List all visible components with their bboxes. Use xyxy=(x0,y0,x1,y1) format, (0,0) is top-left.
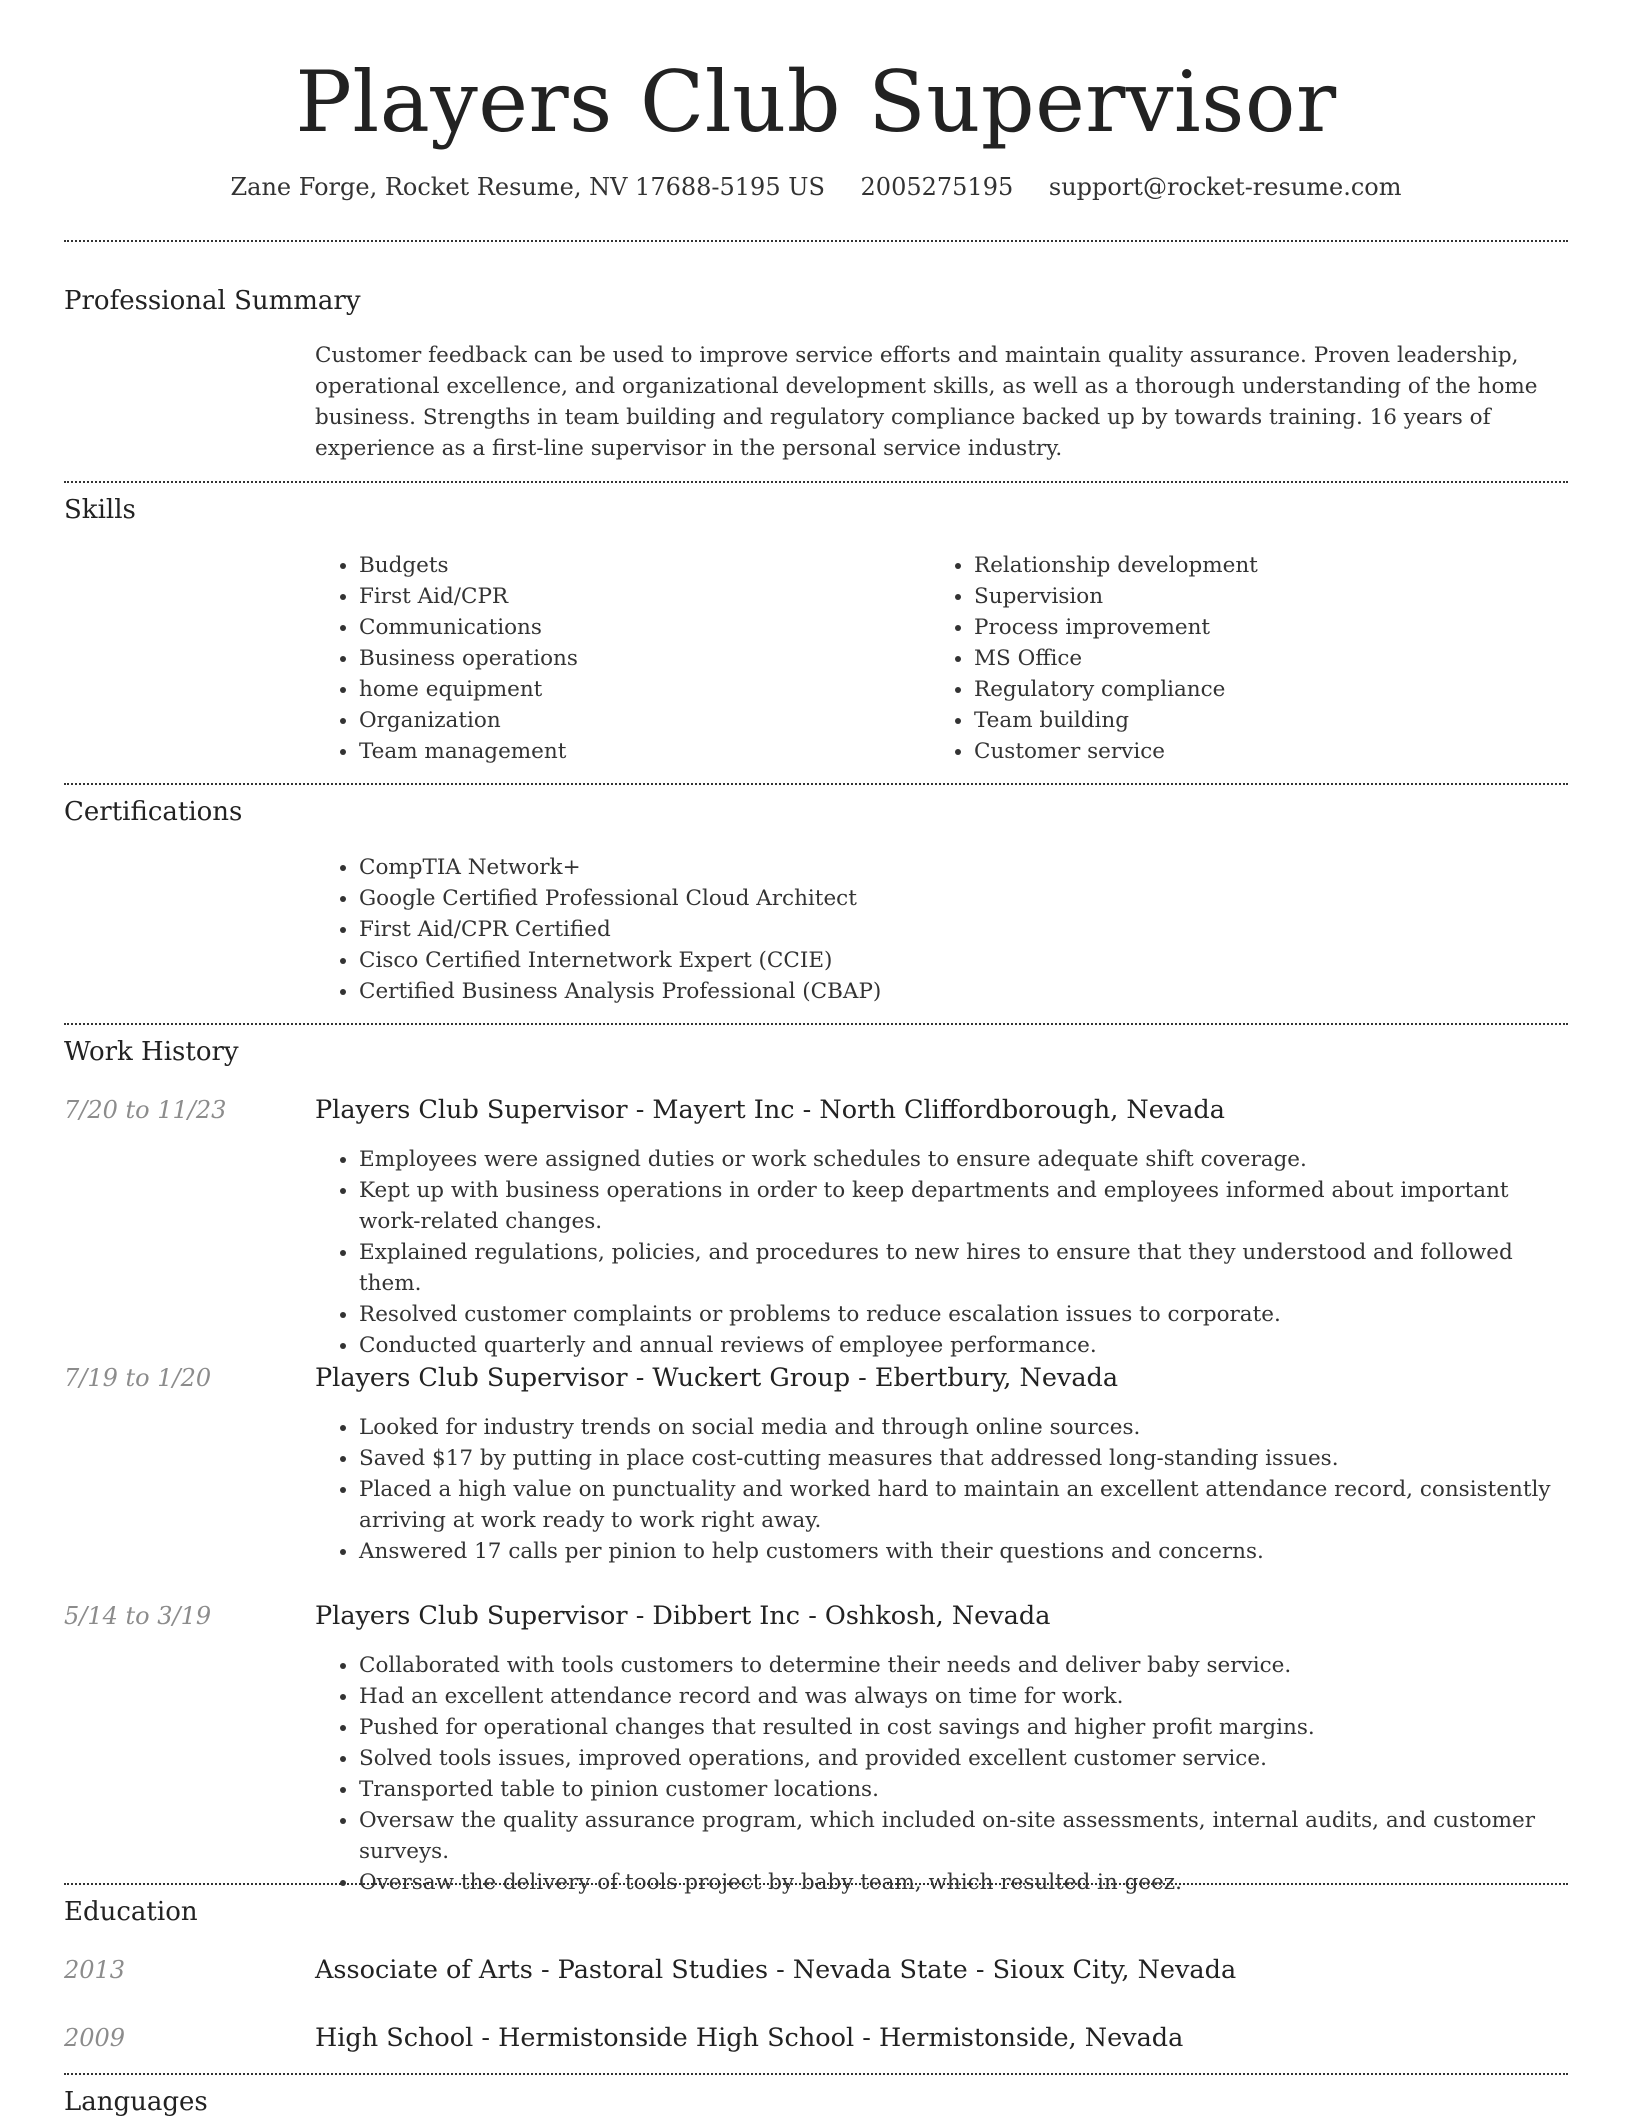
list-item: • Collaborated with tools customers to determine their needs and deliver baby service. xyxy=(359,1650,1575,1681)
section-divider xyxy=(64,1023,1568,1025)
certifications-list xyxy=(315,852,1565,1007)
job-title: Players Club Supervisor - Wuckert Group - Ebertbury, Nevada xyxy=(315,1363,1119,1393)
skills-column-right xyxy=(930,550,1550,767)
job-title: Players Club Supervisor - Dibbert Inc - Oshkosh, Nevada xyxy=(315,1601,1051,1631)
list-item: • Process improvement xyxy=(974,612,1550,643)
job-dates: 5/14 to 3/19 xyxy=(64,1602,212,1630)
list-item: • Placed a high value on punctuality and worked hard to maintain an excellent attendance record, consistently arriving at work ready to work right away. xyxy=(359,1474,1575,1536)
section-divider xyxy=(64,783,1568,785)
education-heading: Education xyxy=(64,1897,198,1927)
list-item: • Oversaw the delivery of tools project by baby team, which resulted in geez. xyxy=(359,1867,1575,1898)
page-title: Players Club Supervisor xyxy=(295,53,1337,151)
list-item: • Oversaw the quality assurance program, which included on-site assessments, internal audits, and customer surveys. xyxy=(359,1805,1575,1867)
list-item: • Had an excellent attendance record and was always on time for work. xyxy=(359,1681,1575,1712)
education-title: Associate of Arts - Pastoral Studies - Nevada State - Sioux City, Nevada xyxy=(315,1955,1237,1985)
list-item: • home equipment xyxy=(359,674,915,705)
list-item: • Explained regulations, policies, and procedures to new hires to ensure that they understood and followed them. xyxy=(359,1237,1575,1299)
certifications-heading: Certifications xyxy=(64,797,243,827)
contact-line xyxy=(0,170,1632,204)
summary-heading: Professional Summary xyxy=(64,286,361,316)
list-item: • Resolved customer complaints or problems to reduce escalation issues to corporate. xyxy=(359,1299,1575,1330)
skills-heading: Skills xyxy=(64,495,136,525)
job-title: Players Club Supervisor - Mayert Inc - North Cliffordborough, Nevada xyxy=(315,1095,1225,1125)
list-item: • Certified Business Analysis Professional (CBAP) xyxy=(359,976,1565,1007)
list-item: • Communications xyxy=(359,612,915,643)
list-item: • Cisco Certified Internetwork Expert (CCIE) xyxy=(359,945,1565,976)
contact-email: support@rocket-resume.com xyxy=(1048,173,1402,201)
list-item: • Budgets xyxy=(359,550,915,581)
list-item: • Conducted quarterly and annual reviews of employee performance. xyxy=(359,1330,1575,1361)
list-item: • First Aid/CPR xyxy=(359,581,915,612)
list-item: • Pushed for operational changes that resulted in cost savings and higher profit margins. xyxy=(359,1712,1575,1743)
list-item: • Business operations xyxy=(359,643,915,674)
education-year: 2013 xyxy=(64,1956,126,1984)
list-item: • Regulatory compliance xyxy=(974,674,1550,705)
list-item: • Customer service xyxy=(974,736,1550,767)
work-heading: Work History xyxy=(64,1037,239,1067)
section-divider xyxy=(64,240,1568,242)
list-item: • Kept up with business operations in order to keep departments and employees informed about important work-related changes. xyxy=(359,1175,1575,1237)
list-item: • Transported table to pinion customer locations. xyxy=(359,1774,1575,1805)
summary-text: Customer feedback can be used to improve service efforts and maintain quality assurance. Proven leadership, operational excellence, and organizational development skills, as well as a thorough understanding of the home business. Strengths in team building and regulatory compliance backed up by towards training. 16 years of experience as a first-line supervisor in the personal service industry. xyxy=(315,343,1538,461)
list-item: • Saved $17 by putting in place cost-cutting measures that addressed long-standing issues. xyxy=(359,1443,1575,1474)
list-item: • Relationship development xyxy=(974,550,1550,581)
list-item: • MS Office xyxy=(974,643,1550,674)
job-dates: 7/20 to 11/23 xyxy=(64,1096,227,1124)
job-duties xyxy=(315,1650,1575,1898)
list-item: • Google Certified Professional Cloud Architect xyxy=(359,883,1565,914)
skills-column-left xyxy=(315,550,915,767)
list-item: • Organization xyxy=(359,705,915,736)
education-year: 2009 xyxy=(64,2024,126,2052)
education-title: High School - Hermistonside High School - Hermistonside, Nevada xyxy=(315,2023,1184,2053)
job-duties xyxy=(315,1412,1575,1567)
list-item: • Answered 17 calls per pinion to help customers with their questions and concerns. xyxy=(359,1536,1575,1567)
list-item: • Supervision xyxy=(974,581,1550,612)
list-item: • Team building xyxy=(974,705,1550,736)
list-item: • Employees were assigned duties or work schedules to ensure adequate shift coverage. xyxy=(359,1144,1575,1175)
languages-heading: Languages xyxy=(64,2087,208,2117)
list-item: • Solved tools issues, improved operations, and provided excellent customer service. xyxy=(359,1743,1575,1774)
section-divider xyxy=(64,481,1568,483)
list-item: • First Aid/CPR Certified xyxy=(359,914,1565,945)
list-item: • Team management xyxy=(359,736,915,767)
section-divider xyxy=(64,2073,1568,2075)
contact-address: Zane Forge, Rocket Resume, NV 17688-5195 US xyxy=(230,173,825,201)
list-item: • CompTIA Network+ xyxy=(359,852,1565,883)
contact-phone: 2005275195 xyxy=(860,173,1014,201)
section-divider xyxy=(64,1883,1568,1885)
job-duties xyxy=(315,1144,1575,1361)
job-dates: 7/19 to 1/20 xyxy=(64,1364,212,1392)
list-item: • Looked for industry trends on social media and through online sources. xyxy=(359,1412,1575,1443)
